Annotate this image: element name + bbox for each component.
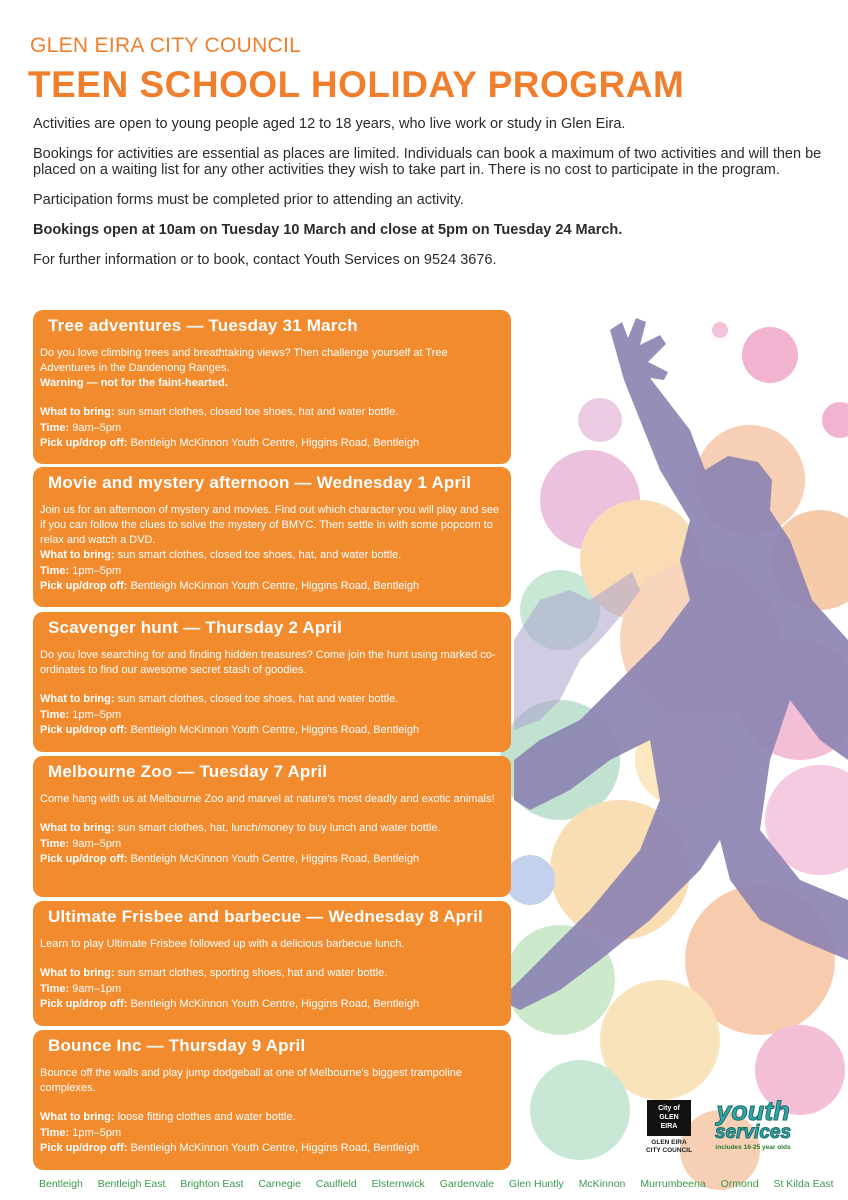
activity-title: Tree adventures — Tuesday 31 March bbox=[48, 316, 358, 335]
suburb-item: Bentleigh East bbox=[97, 1178, 166, 1190]
activity-description: Do you love searching for and finding hidden treasures? Come join the hunt using marked co-ordinates to find our awesome secret stash of goodies. bbox=[40, 649, 496, 676]
suburb-item: Glen Huntly bbox=[508, 1178, 564, 1190]
suburb-item: Brighton East bbox=[180, 1178, 244, 1190]
suburb-item: Bentleigh bbox=[39, 1178, 83, 1190]
suburb-item: Elsternwick bbox=[371, 1178, 425, 1190]
activity-card bbox=[33, 1030, 511, 1170]
activity-time: Time: 1pm–5pm bbox=[40, 1126, 122, 1139]
suburb-item: Murrumbeena bbox=[640, 1178, 706, 1190]
activity-description: Join us for an afternoon of mystery and movies. Find out which character you will play and see if you can follow the clues to solve the mystery of BMYC. Then settle in with some popcorn to relax and watch a DVD. bbox=[40, 504, 500, 546]
activity-description: Come hang with us at Melbourne Zoo and marvel at nature's most deadly and exotic animals! bbox=[40, 793, 495, 805]
pickup-location: Pick up/drop off: Bentleigh McKinnon Youth Centre, Higgins Road, Bentleigh bbox=[40, 724, 420, 736]
activity-time: Time: 9am–5pm bbox=[40, 837, 122, 850]
activity-card bbox=[33, 901, 511, 1026]
suburb-item: Caulfield bbox=[315, 1178, 357, 1190]
pickup-location: Pick up/drop off: Bentleigh McKinnon Youth Centre, Higgins Road, Bentleigh bbox=[40, 580, 420, 592]
glen-eira-logo-box: City of GLEN EIRA bbox=[647, 1100, 691, 1136]
activity-title: Scavenger hunt — Thursday 2 April bbox=[48, 618, 343, 637]
suburb-item: St Kilda East bbox=[773, 1178, 834, 1190]
activity-time: Time: 1pm–5pm bbox=[40, 708, 122, 721]
council-name: GLEN EIRA CITY COUNCIL bbox=[30, 34, 302, 57]
what-to-bring: What to bring: loose fitting clothes and water bottle. bbox=[40, 1111, 296, 1123]
activity-description: Bounce off the walls and play jump dodgeball at one of Melbourne's biggest trampoline complexes. bbox=[40, 1067, 463, 1094]
contact-text: For further information or to book, contact Youth Services on 9524 3676. bbox=[33, 252, 497, 268]
what-to-bring: What to bring: sun smart clothes, sporting shoes, hat and water bottle. bbox=[40, 967, 388, 979]
activity-title: Movie and mystery afternoon — Wednesday 1 April bbox=[48, 473, 472, 492]
activity-card bbox=[33, 310, 511, 464]
pickup-location: Pick up/drop off: Bentleigh McKinnon Youth Centre, Higgins Road, Bentleigh bbox=[40, 437, 420, 449]
suburb-item: Gardenvale bbox=[439, 1178, 494, 1190]
glen-eira-logo-caption: GLEN EIRA CITY COUNCIL bbox=[645, 1139, 693, 1154]
activity-warning: Warning — not for the faint-hearted. bbox=[40, 377, 228, 389]
activity-title: Melbourne Zoo — Tuesday 7 April bbox=[48, 762, 328, 781]
booking-limits-text: Bookings for activities are essential as places are limited. Individuals can book a maximum of two activities and will then be placed on a waiting list for any other activities they wish to take part in. There is no cost to participate in the program. bbox=[33, 146, 822, 178]
intro-section bbox=[33, 116, 823, 282]
glen-eira-logo bbox=[642, 1100, 696, 1155]
activity-card bbox=[33, 612, 511, 752]
activity-card bbox=[33, 756, 511, 897]
activity-description: Do you love climbing trees and breathtaking views? Then challenge yourself at Tree Adventures in the Dandenong Ranges. bbox=[40, 347, 448, 374]
pickup-location: Pick up/drop off: Bentleigh McKinnon Youth Centre, Higgins Road, Bentleigh bbox=[40, 998, 420, 1010]
pickup-location: Pick up/drop off: Bentleigh McKinnon Youth Centre, Higgins Road, Bentleigh bbox=[40, 853, 420, 865]
youth-services-logo: youth services includes 16-25 year olds bbox=[714, 1096, 792, 1151]
what-to-bring: What to bring: sun smart clothes, closed toe shoes, hat and water bottle. bbox=[40, 693, 399, 705]
pickup-location: Pick up/drop off: Bentleigh McKinnon Youth Centre, Higgins Road, Bentleigh bbox=[40, 1142, 420, 1154]
what-to-bring: What to bring: sun smart clothes, hat, lunch/money to buy lunch and water bottle. bbox=[40, 822, 441, 834]
suburb-item: Ormond bbox=[720, 1178, 759, 1190]
booking-dates-text: Bookings open at 10am on Tuesday 10 March and close at 5pm on Tuesday 24 March. bbox=[33, 222, 623, 238]
eligibility-text: Activities are open to young people aged 12 to 18 years, who live work or study in Glen Eira. bbox=[33, 116, 626, 132]
what-to-bring: What to bring: sun smart clothes, closed toe shoes, hat and water bottle. bbox=[40, 406, 399, 418]
activity-description: Learn to play Ultimate Frisbee followed up with a delicious barbecue lunch. bbox=[40, 938, 405, 950]
suburb-item: Carnegie bbox=[258, 1178, 301, 1190]
what-to-bring: What to bring: sun smart clothes, closed toe shoes, hat, and water bottle. bbox=[40, 549, 402, 561]
page-title: TEEN SCHOOL HOLIDAY PROGRAM bbox=[28, 64, 685, 105]
activity-card bbox=[33, 467, 511, 607]
activity-time: Time: 9am–5pm bbox=[40, 421, 122, 434]
activity-time: Time: 1pm–5pm bbox=[40, 564, 122, 577]
participation-forms-text: Participation forms must be completed prior to attending an activity. bbox=[33, 192, 464, 208]
activity-title: Ultimate Frisbee and barbecue — Wednesday 8 April bbox=[48, 907, 483, 926]
suburb-item: McKinnon bbox=[578, 1178, 626, 1190]
activity-title: Bounce Inc — Thursday 9 April bbox=[48, 1036, 306, 1055]
suburb-list bbox=[39, 1178, 846, 1190]
activity-time: Time: 9am–1pm bbox=[40, 982, 122, 995]
